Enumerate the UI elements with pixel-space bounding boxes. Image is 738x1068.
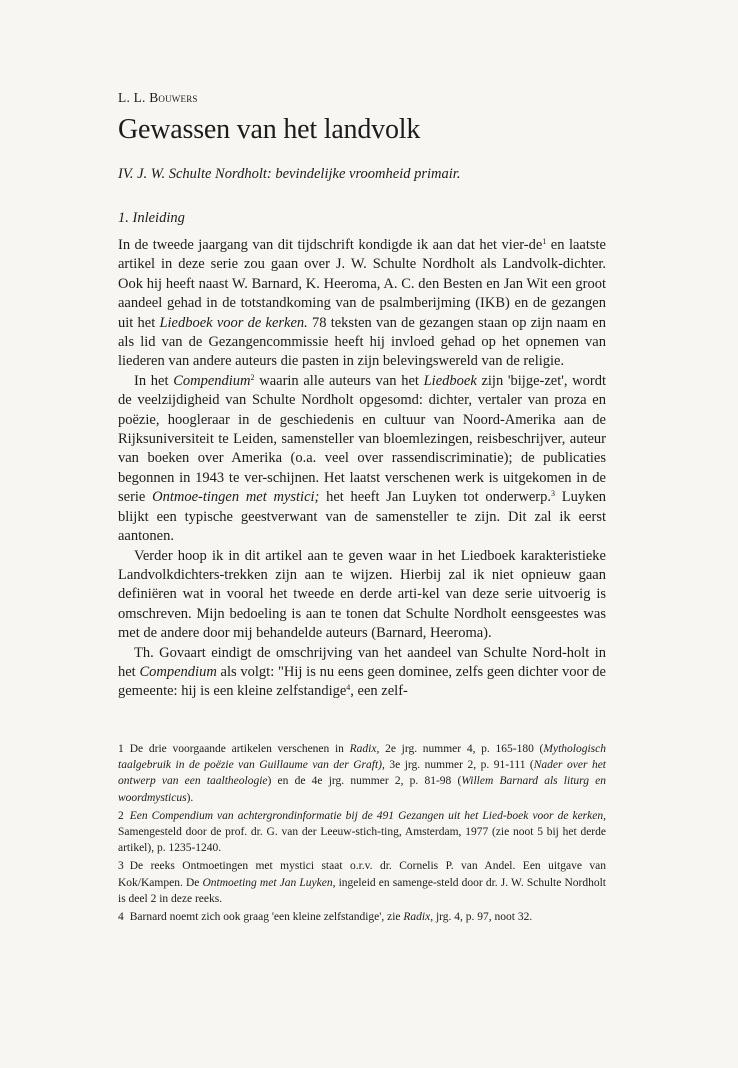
text-run: 78 teksten van de gezangen staan op zijn naam en als lid van de Gezangencommissie heeft hij invloed gehad op het opnemen van liederen van andere auteurs die pasten in zijn belevingswereld van de religie. <box>118 314 606 370</box>
italic-run: Nader over het ontwerp van een taaltheologie <box>118 759 606 788</box>
text-run: als volgt: "Hij is nu eens geen dominee, zelfs geen dichter voor de gemeente: hij is een kleine zelfstandige <box>118 663 606 700</box>
footnote-3 <box>118 858 606 907</box>
text-run: en laatste artikel in deze serie zou gaan over J. W. Schulte Nordholt als Landvolk-dichter. Ook hij heeft naast W. Barnard, K. Heeroma, A. C. den Besten en Jan Wit een groot aandeel gehad in de totstandkoming van de psalmberijming (IKB) en de gezangen uit het <box>118 237 606 331</box>
text-run: 2e jrg. nummer 4, p. 165-180 ( <box>379 743 544 755</box>
paragraph-2 <box>118 372 606 547</box>
text-run: , een zelf- <box>350 683 408 700</box>
text-run: In de tweede jaargang van dit tijdschrift kondigde ik aan dat het vier-de <box>118 237 543 253</box>
footnote-1 <box>118 741 606 806</box>
text-run: Barnard noemt zich ook graag 'een kleine zelfstandige', zie <box>129 911 404 924</box>
author-line <box>118 90 198 106</box>
text-run: De drie voorgaande artikelen verschenen in <box>129 743 350 755</box>
italic-run: Liedboek <box>423 372 477 389</box>
italic-run: Radix, <box>403 911 434 924</box>
footnotes <box>118 741 606 927</box>
paragraph-1 <box>118 236 606 372</box>
text-run: ingeleid en samenge-steld door dr. J. W. Schulte Nordholt is deel 2 in deze reeks. <box>118 876 606 905</box>
footnote-number: 2 <box>118 809 124 822</box>
section-heading: 1. Inleiding <box>118 210 185 226</box>
article-subtitle: IV. J. W. Schulte Nordholt: bevindelijke vroomheid primair. <box>118 166 461 182</box>
text-run: waarin alle auteurs van het <box>254 372 424 389</box>
italic-run: Radix, <box>349 743 380 755</box>
article-body <box>118 236 606 702</box>
italic-run: Liedboek voor de kerken. <box>159 314 308 331</box>
author-initials: L. L. <box>118 90 146 105</box>
footnote-ref-3: 3 <box>550 489 555 499</box>
text-run: ). <box>186 791 194 804</box>
italic-run: Willem Barnard als liturg en woordmysticus <box>118 775 606 804</box>
text-run: het heeft Jan Luyken tot onderwerp. <box>319 489 551 506</box>
italic-run: Mythologisch taalgebruik in de poëzie van Guillaume van der Graft), <box>118 743 606 772</box>
text-run: Luyken blijkt een typische geestverwant van de samensteller te zijn. Dit zal ik eerst aantonen. <box>118 489 607 545</box>
text-run: 3e jrg. nummer 2, p. 91-111 ( <box>384 759 534 772</box>
text-run: zijn 'bijge-zet', wordt de veelzijdigheid van Schulte Nordholt opgesomd: dichter, vertaler van proza en poëzie, hoogleraar in de geschiedenis en cultuur van Noord-Amerika aan de Rijksuniversiteit te Leiden, samensteller van bloemlezingen, reisbeschrijver, auteur van boeken over Amerika (o.a. veel over rassendiscriminatie); de publicaties begonnen in 1943 te ver-schijnen. Het laatst verschenen werk is uitgekomen in de serie <box>118 372 606 506</box>
footnote-number: 3 <box>118 860 124 873</box>
footnote-ref-4: 4 <box>346 683 351 693</box>
footnote-2 <box>118 808 606 857</box>
italic-run: Ontmoeting met Jan Luyken, <box>202 876 336 889</box>
author-surname: Bouwers <box>149 90 198 105</box>
footnote-ref-1: 1 <box>542 237 547 246</box>
text-run: ) en de 4e jrg. nummer 2, p. 81-98 ( <box>267 775 462 788</box>
footnote-number: 4 <box>118 911 124 924</box>
paragraph-4 <box>118 644 606 702</box>
italic-run: Compendium <box>173 372 251 389</box>
text-run: jrg. 4, p. 97, noot 32. <box>433 911 533 924</box>
text-run: Th. Govaart eindigt de omschrijving van het aandeel van Schulte Nord-holt in het <box>118 644 606 680</box>
footnote-4 <box>118 909 606 925</box>
footnote-number: 1 <box>118 743 124 755</box>
text-run: De reeks Ontmoetingen met mystici staat o.r.v. dr. Cornelis P. van Andel. Een uitgave van Kok/Kampen. De <box>118 860 606 889</box>
article-title: Gewassen van het landvolk <box>118 114 421 145</box>
text-run: Samengesteld door de prof. dr. G. van der Leeuw-stich-ting, Amsterdam, 1977 (zie noot 5 bij het derde artikel), p. 1235-1240. <box>118 826 606 855</box>
italic-run: Een Compendium van achtergrondinformatie bij de 491 Gezangen uit het Lied-boek voor de kerken, <box>129 809 606 822</box>
paragraph-3: Verder hoop ik in dit artikel aan te geven waar in het Liedboek karakteristieke Landvolkdichters-trekken zijn aan te wijzen. Hierbij zal ik niet opnieuw gaan definiëren wat in vooral het tweede en derde arti-kel van deze serie uitvoerig is omschreven. Mijn bedoeling is aan te tonen dat Schulte Nordholt eensgeestes was met de andere door mij behandelde auteurs (Barnard, Heeroma). <box>118 547 606 642</box>
footnote-ref-2: 2 <box>250 372 255 382</box>
text-run: In het <box>134 372 174 389</box>
italic-run: Compendium <box>139 663 217 680</box>
italic-run: Ontmoe-tingen met mystici; <box>152 489 320 506</box>
